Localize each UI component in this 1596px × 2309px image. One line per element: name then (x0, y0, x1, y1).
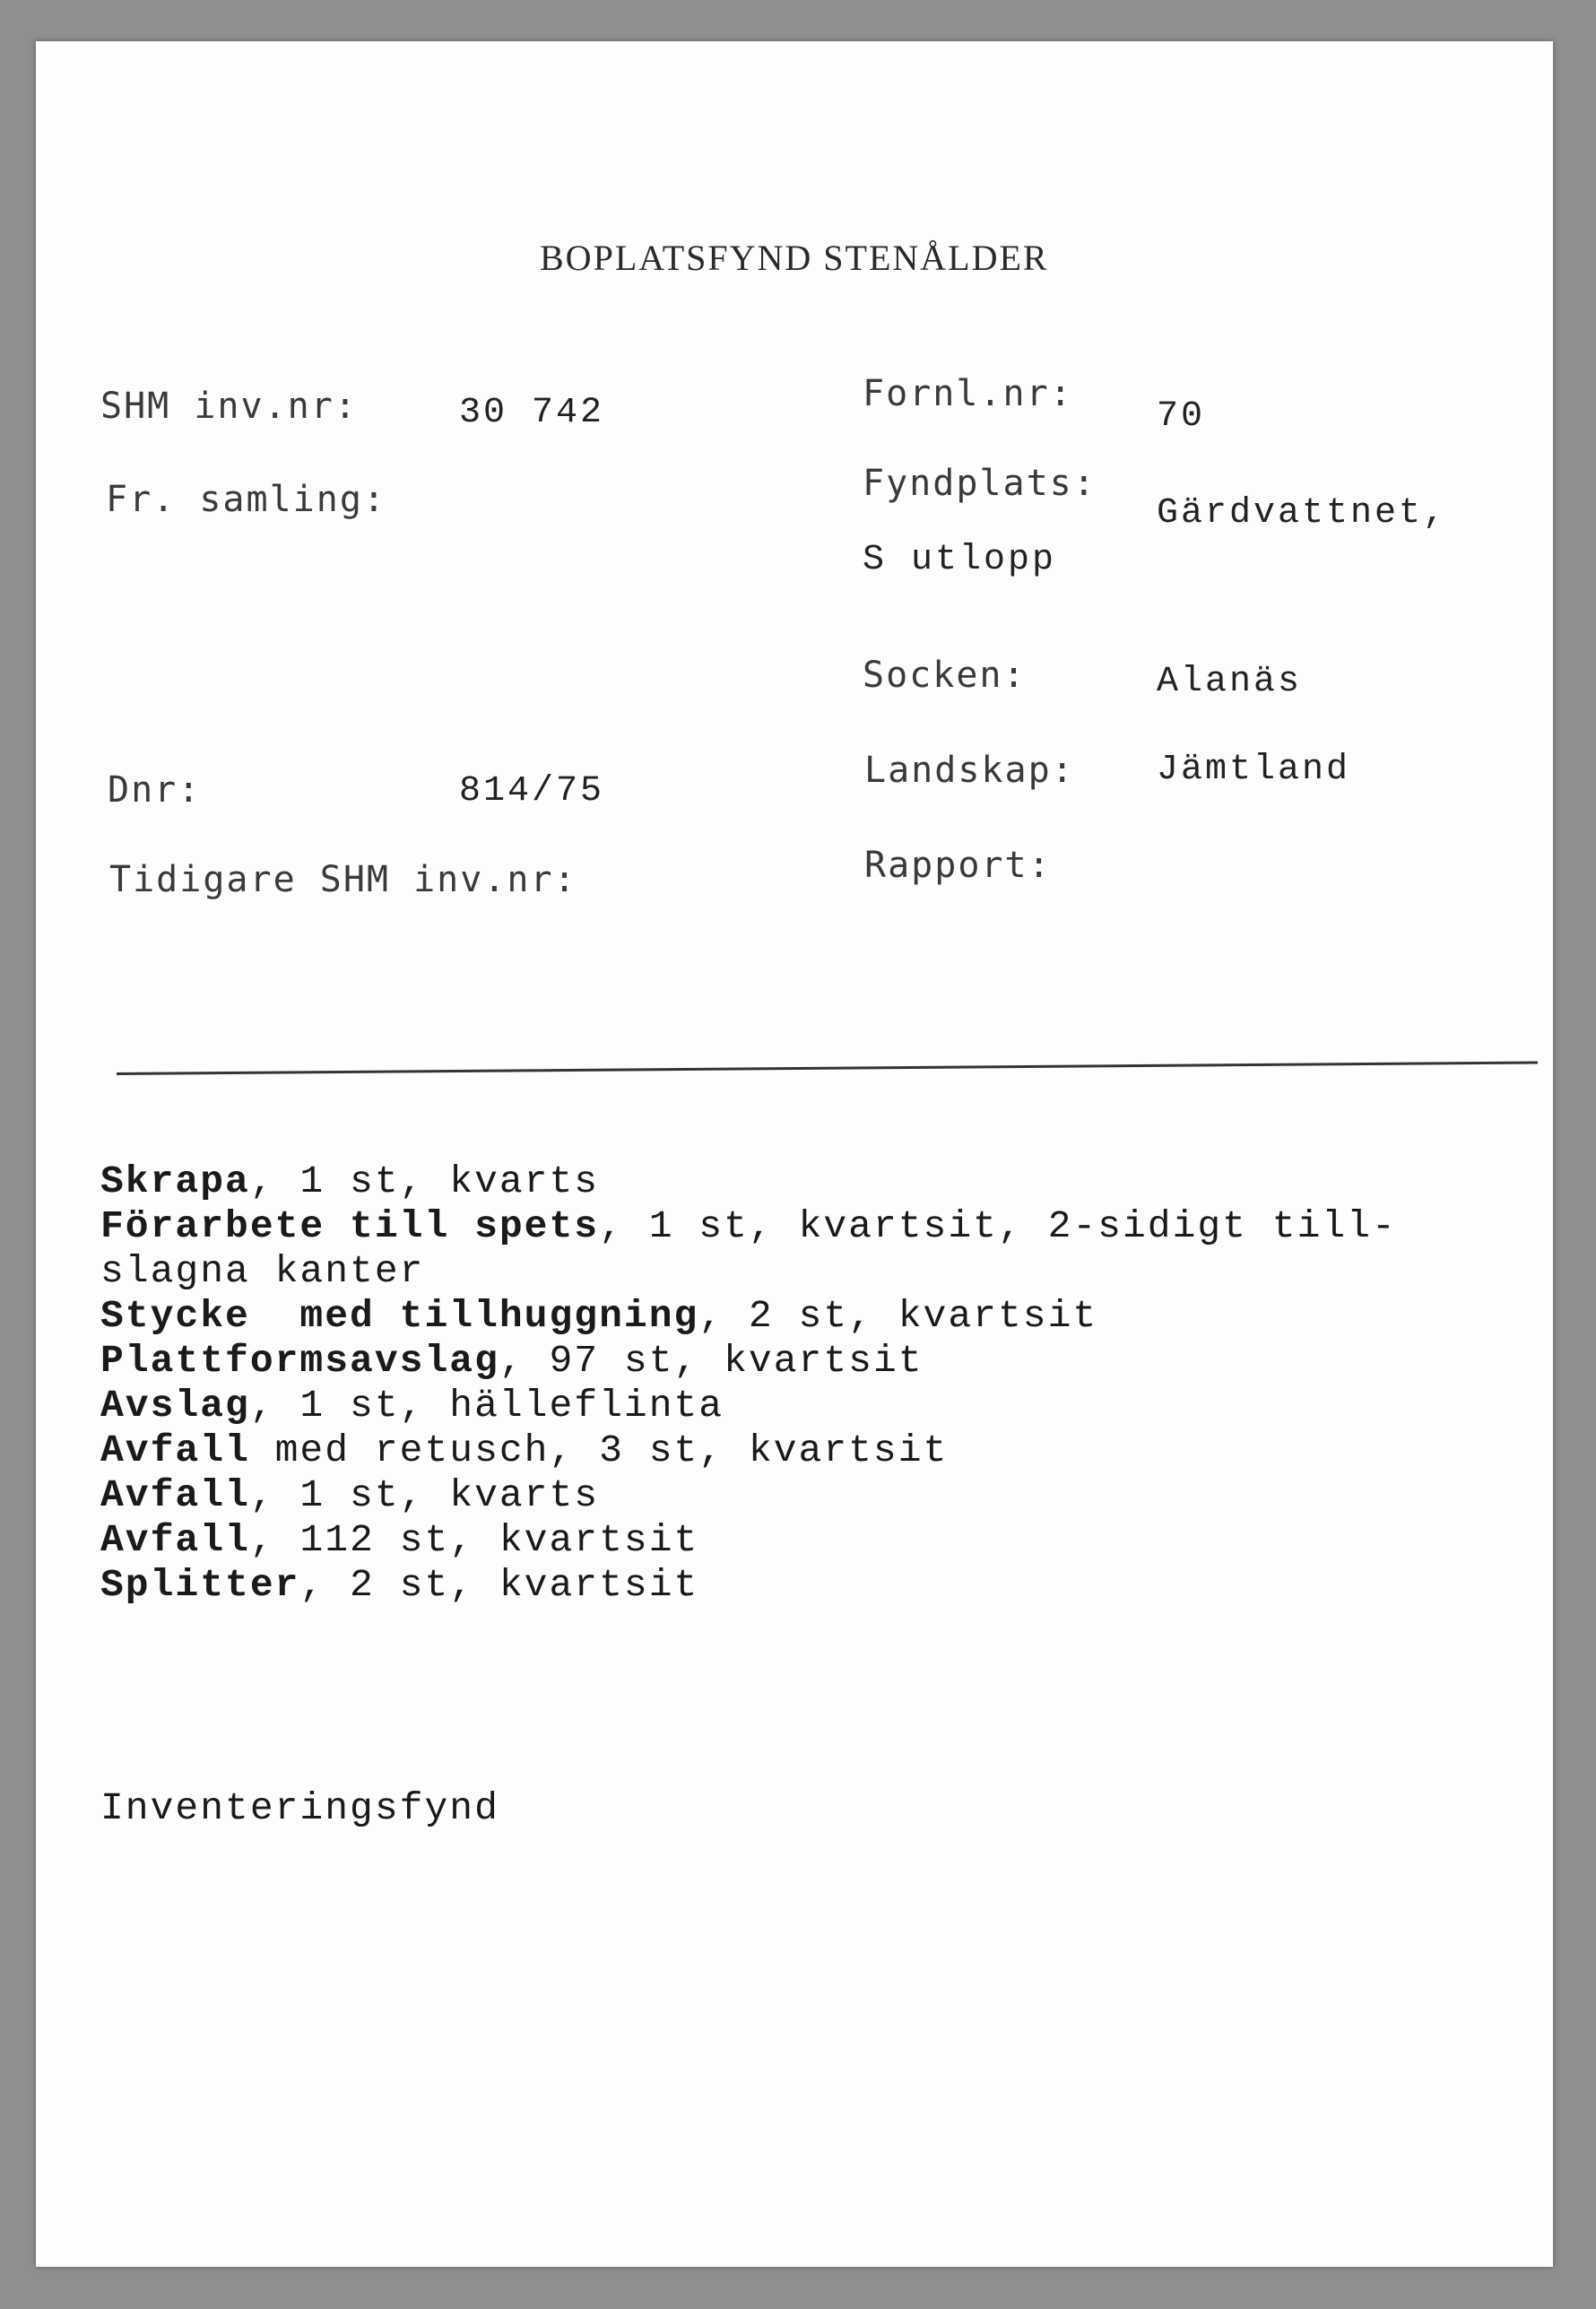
fornl-label: Fornl.nr: (863, 373, 1073, 414)
list-item: slagna kanter (100, 1249, 425, 1293)
list-item: Avslag, 1 st, hälleflinta (100, 1384, 724, 1428)
card-title: BOPLATSFYND STENÅLDER (540, 238, 1049, 278)
dnr-value: 814/75 (459, 771, 605, 812)
dnr-label: Dnr: (108, 769, 202, 811)
list-item: Stycke med tillhuggning, 2 st, kvartsit (100, 1294, 1098, 1338)
socken-label: Socken: (863, 655, 1027, 696)
find-list (100, 1159, 1397, 1608)
fornl-value: 70 (1157, 396, 1206, 437)
list-item: Plattformsavslag, 97 st, kvartsit (100, 1339, 924, 1383)
socken-value: Alanäs (1157, 662, 1303, 702)
list-item: Avfall, 112 st, kvartsit (100, 1518, 699, 1562)
shm-inv-label: SHM inv.nr: (100, 386, 358, 427)
list-item: Förarbete till spets, 1 st, kvartsit, 2-sidigt till- (100, 1204, 1397, 1248)
fyndplats-value-2: S utlopp (863, 540, 1057, 580)
fyndplats-label: Fyndplats: (863, 463, 1097, 504)
divider-line (117, 1062, 1538, 1075)
footer-note: Inventeringsfynd (100, 1786, 499, 1830)
list-item: Avfall, 1 st, kvarts (100, 1473, 600, 1517)
list-item: Skrapa, 1 st, kvarts (100, 1159, 600, 1203)
rapport-label: Rapport: (864, 845, 1052, 886)
catalog-card (36, 41, 1553, 2267)
landskap-value: Jämtland (1157, 750, 1351, 790)
landskap-label: Landskap: (864, 750, 1075, 791)
fr-samling-label: Fr. samling: (106, 479, 386, 520)
shm-inv-value: 30 742 (459, 393, 605, 433)
list-item: Splitter, 2 st, kvartsit (100, 1563, 699, 1607)
fyndplats-value-1: Gärdvattnet, (1157, 493, 1448, 534)
list-item: Avfall med retusch, 3 st, kvartsit (100, 1428, 949, 1472)
tidigare-shm-label: Tidigare SHM inv.nr: (109, 859, 577, 900)
